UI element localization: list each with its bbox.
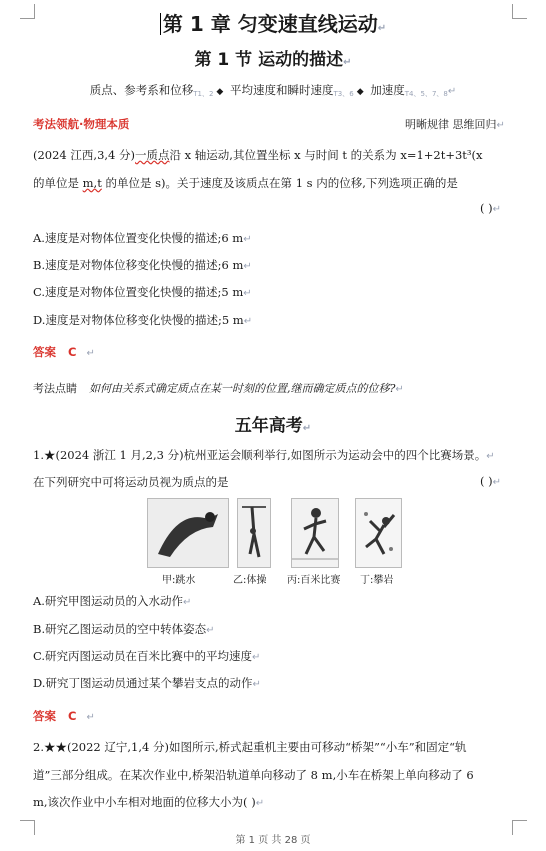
topic-code: T1、2 [193,90,214,98]
section-title[interactable]: 第 1 节 运动的描述↵ [194,50,352,70]
topic-label: 质点、参考系和位移 [89,83,194,97]
question-2-line-2[interactable]: 道”三部分组成。在某次作业中,桥架沿轨道单向移动了 8 m,小车在桥架上单向移动了 6 [33,768,474,782]
question-0-line-2[interactable]: 的单位是 m,t 的单位是 s)。关于速度及该质点在第 1 s 内的位移,下列选项正确的是 [33,176,458,190]
answer-blank: ( )↵ [480,201,502,215]
question-1-line-1[interactable]: 1.★(2024 浙江 1 月,2,3 分)杭州亚运会顺利举行,如图所示为运动会中的四个比赛场景。↵ [33,448,495,462]
chapter-title[interactable]: 第 1 章 匀变速直线运动↵ [0,8,546,37]
page-footer: 第 1 页 共 28 页 [235,835,311,846]
caption-gymnastics: 乙:体操 [233,575,267,586]
text-cursor [160,13,161,35]
option-b[interactable]: B.速度是对物体位移变化快慢的描述;6 m↵ [33,258,252,272]
sprint-photo [291,498,339,568]
figure-sports [0,498,546,568]
question-1-line-2[interactable]: 在下列研究中可将运动员视为质点的是 [33,475,229,489]
diving-photo [147,498,229,568]
five-year-heading: 五年高考↵ [234,416,312,436]
topic-label: 平均速度和瞬时速度 [230,83,334,97]
topic-code: T4、5、7、8 [404,90,448,98]
exam-method-tagline: 明晰规律 思维回归↵ [405,118,505,131]
q1-option-d[interactable]: D.研究丁图运动员通过某个攀岩支点的动作↵ [33,676,261,690]
answer-blank: ( )↵ [480,474,502,488]
answer-line: 答案 C ↵ [33,345,95,359]
q1-answer-line: 答案 C ↵ [33,709,95,723]
caption-sprint: 丙:百米比赛 [287,575,341,586]
option-c[interactable]: C.速度是对物体位置变化快慢的描述;5 m↵ [33,285,252,299]
question-2-line-3[interactable]: m,该次作业中小车相对地面的位移大小为( )↵ [33,795,265,809]
q1-option-c[interactable]: C.研究丙图运动员在百米比赛中的平均速度↵ [33,649,261,663]
caption-diving: 甲:跳水 [162,575,196,586]
option-a[interactable]: A.速度是对物体位置变化快慢的描述;6 m↵ [33,231,252,245]
caption-climbing: 丁:攀岩 [360,575,394,586]
q1-option-a[interactable]: A.研究甲图运动员的入水动作↵ [33,594,192,608]
question-0-line-1[interactable]: (2024 江西,3,4 分)一质点沿 x 轴运动,其位置坐标 x 与时间 t 的关系为 x=1+2t+3t³(x [33,148,483,162]
gymnastics-photo [237,498,271,568]
q1-option-b[interactable]: B.研究乙图运动员的空中转体姿态↵ [33,622,215,636]
option-d[interactable]: D.速度是对物体位移变化快慢的描述;5 m↵ [33,313,253,327]
exam-tip: 考法点睛 如何由关系式确定质点在某一时刻的位置,继而确定质点的位移?↵ [33,382,404,395]
climbing-photo [355,498,402,568]
topic-label: 加速度 [370,83,405,97]
topics-line[interactable]: 质点、参考系和位移$_{T1、2}$ ◆ 平均速度和瞬时速度$_{T3、6}$ ◆ 加速度$_{T4、5、7、8}$↵ [89,83,457,98]
exam-method-heading: 考法领航·物理本质 [33,117,130,131]
question-2-line-1[interactable]: 2.★★(2022 辽宁,1,4 分)如图所示,桥式起重机主要由可移动“桥架”“小车”和固定“轨 [33,740,467,754]
topic-code: T3、6 [333,90,354,98]
